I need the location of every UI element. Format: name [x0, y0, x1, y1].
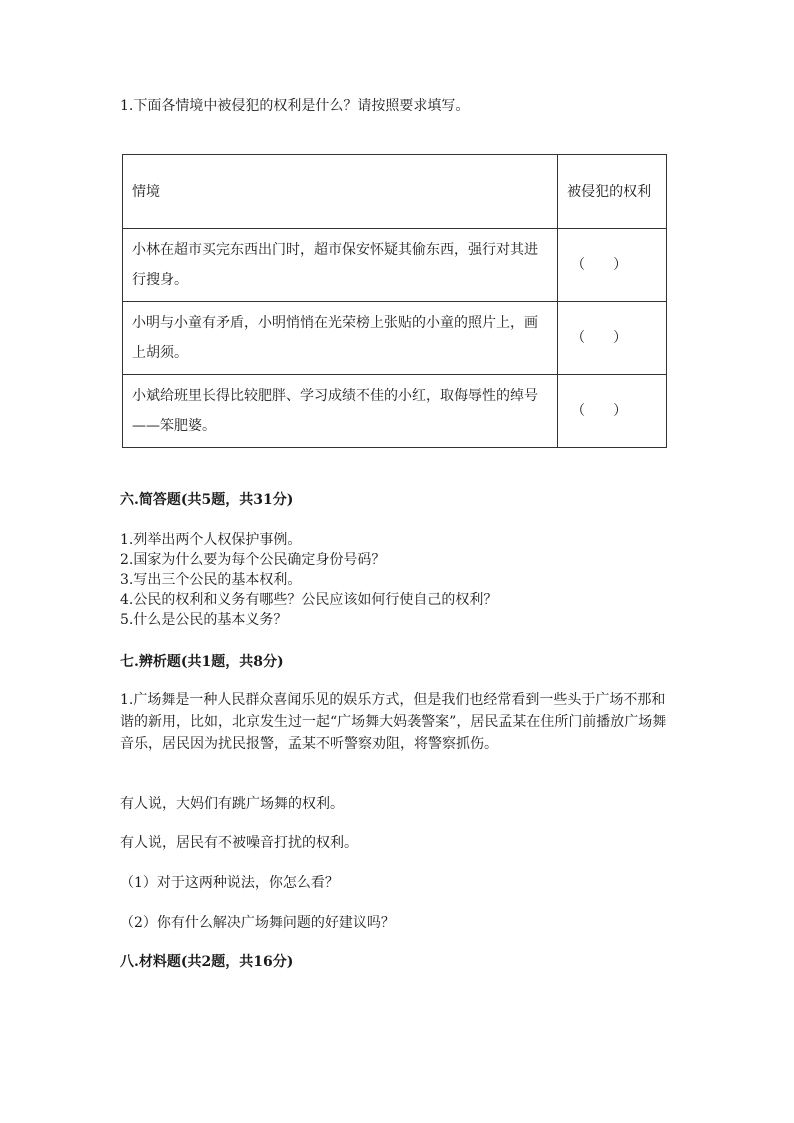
answer-blank[interactable]: （ ） — [571, 403, 628, 419]
question-intro: 1.下面各情境中被侵犯的权利是什么？请按照要求填写。 — [120, 98, 470, 114]
sub-question-1: （1）对于这两种说法，你怎么看？ — [120, 875, 339, 891]
table-row — [123, 302, 667, 375]
answer-cell[interactable] — [558, 229, 667, 302]
list-item: 2.国家为什么要为每个公民确定身份号码？ — [120, 552, 386, 568]
opinion-1: 有人说，大妈们有跳广场舞的权利。 — [120, 796, 344, 812]
list-item: 4.公民的权利和义务有哪些？公民应该如何行使自己的权利？ — [120, 592, 498, 608]
rights-table — [122, 154, 667, 448]
list-item: 5.什么是公民的基本义务？ — [120, 612, 288, 628]
answer-cell[interactable] — [558, 375, 667, 448]
header-right: 被侵犯的权利 — [558, 155, 667, 229]
scene-cell: 小斌给班里长得比较肥胖、学习成绩不佳的小红，取侮辱性的绰号——笨肥婆。 — [123, 375, 558, 448]
scene-cell: 小明与小童有矛盾，小明悄悄在光荣榜上张贴的小童的照片上，画上胡须。 — [123, 302, 558, 375]
section8-title: 八.材料题(共2题，共16分) — [120, 954, 294, 970]
table-row — [123, 375, 667, 448]
list-item: 1.列举出两个人权保护事例。 — [120, 532, 302, 548]
table-header-row — [123, 155, 667, 229]
header-scene: 情境 — [123, 155, 558, 229]
opinion-2: 有人说，居民有不被噪音打扰的权利。 — [120, 835, 358, 851]
list-item: 3.写出三个公民的基本权利。 — [120, 572, 302, 588]
answer-cell[interactable] — [558, 302, 667, 375]
section7-title: 七.辨析题(共1题，共8分) — [120, 654, 284, 670]
answer-blank[interactable]: （ ） — [571, 257, 628, 273]
section6-title: 六.简答题(共5题，共31分) — [120, 492, 294, 508]
scene-cell: 小林在超市买完东西出门时，超市保安怀疑其偷东西，强行对其进行搜身。 — [123, 229, 558, 302]
section6-list — [120, 530, 497, 630]
section7-paragraph: 1.广场舞是一种人民群众喜闻乐见的娱乐方式，但是我们也经常看到一些头于广场不那和谐的新用，比如，北京发生过一起“广场舞大妈袭警案”，居民孟某在住所门前播放广场舞音乐，居民因为扰民报警，孟某不听警察劝阻，将警察抓伤。 — [120, 692, 667, 752]
answer-blank[interactable]: （ ） — [571, 330, 628, 346]
sub-question-2: （2）你有什么解决广场舞问题的好建议吗？ — [120, 915, 395, 931]
table-row — [123, 229, 667, 302]
